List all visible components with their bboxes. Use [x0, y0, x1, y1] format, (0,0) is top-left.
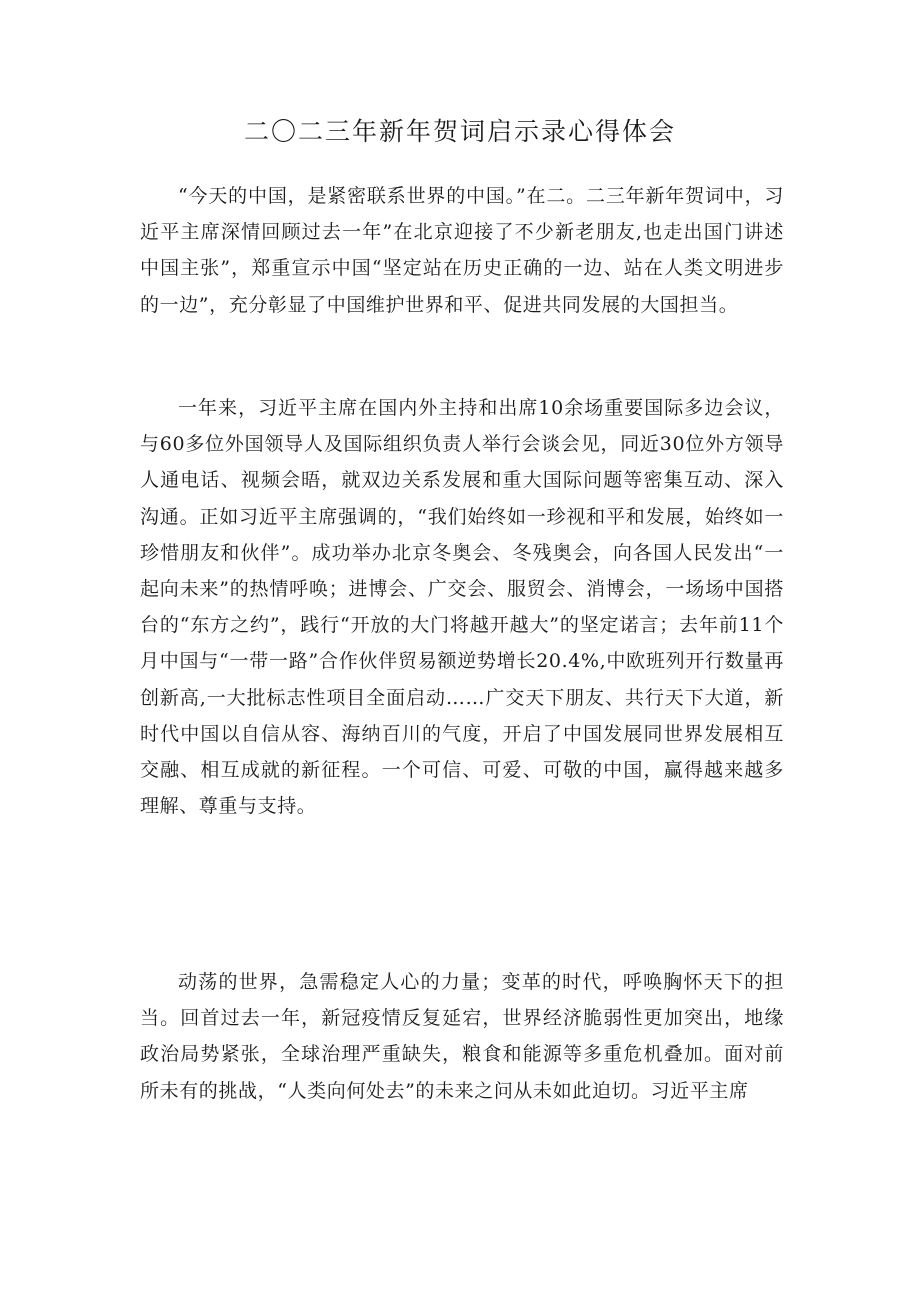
paragraph-1: “今天的中国，是紧密联系世界的中国。”在二。二三年新年贺词中，习近平主席深情回顾过去一年”在北京迎接了不少新老朋友,也走出国门讲述中国主张”，郑重宣示中国“坚定站在历史正确的一边、站在人类文明进步的一边”，充分彰显了中国维护世界和平、促进共同发展的大国担当。 [140, 185, 784, 316]
paragraph-3: 动荡的世界，急需稳定人心的力量；变革的时代，呼唤胸怀天下的担当。回首过去一年，新冠疫情反复延宕，世界经济脆弱性更加突出，地缘政治局势紧张，全球治理严重缺失，粮食和能源等多重危机叠加。面对前所未有的挑战，“人类向何处去”的未来之问从未如此迫切。习近平主席 [140, 971, 784, 1102]
paragraph-2: 一年来，习近平主席在国内外主持和出席10余场重要国际多边会议，与60多位外国领导人及国际组织负责人举行会谈会见，同近30位外方领导人通电话、视频会晤，就双边关系发展和重大国际问题等密集互动、深入沟通。正如习近平主席强调的，“我们始终如一珍视和平和发展，始终如一珍惜朋友和伙伴”。成功举办北京冬奥会、冬残奥会，向各国人民发出“一起向未来”的热情呼唤；进博会、广交会、服贸会、消博会，一场场中国搭台的“东方之约”，践行“开放的大门将越开越大”的坚定诺言；去年前11个月中国与“一带一路”合作伙伴贸易额逆势增长20.4%,中欧班列开行数量再创新高,一大批标志性项目全面启动……广交天下朋友、共行天下大道，新时代中国以自信从容、海纳百川的气度，开启了中国发展同世界发展相互交融、相互成就的新征程。一个可信、可爱、可敬的中国，赢得越来越多理解、尊重与支持。 [140, 397, 784, 818]
document-title: 二〇二三年新年贺词启示录心得体会 [243, 117, 676, 146]
